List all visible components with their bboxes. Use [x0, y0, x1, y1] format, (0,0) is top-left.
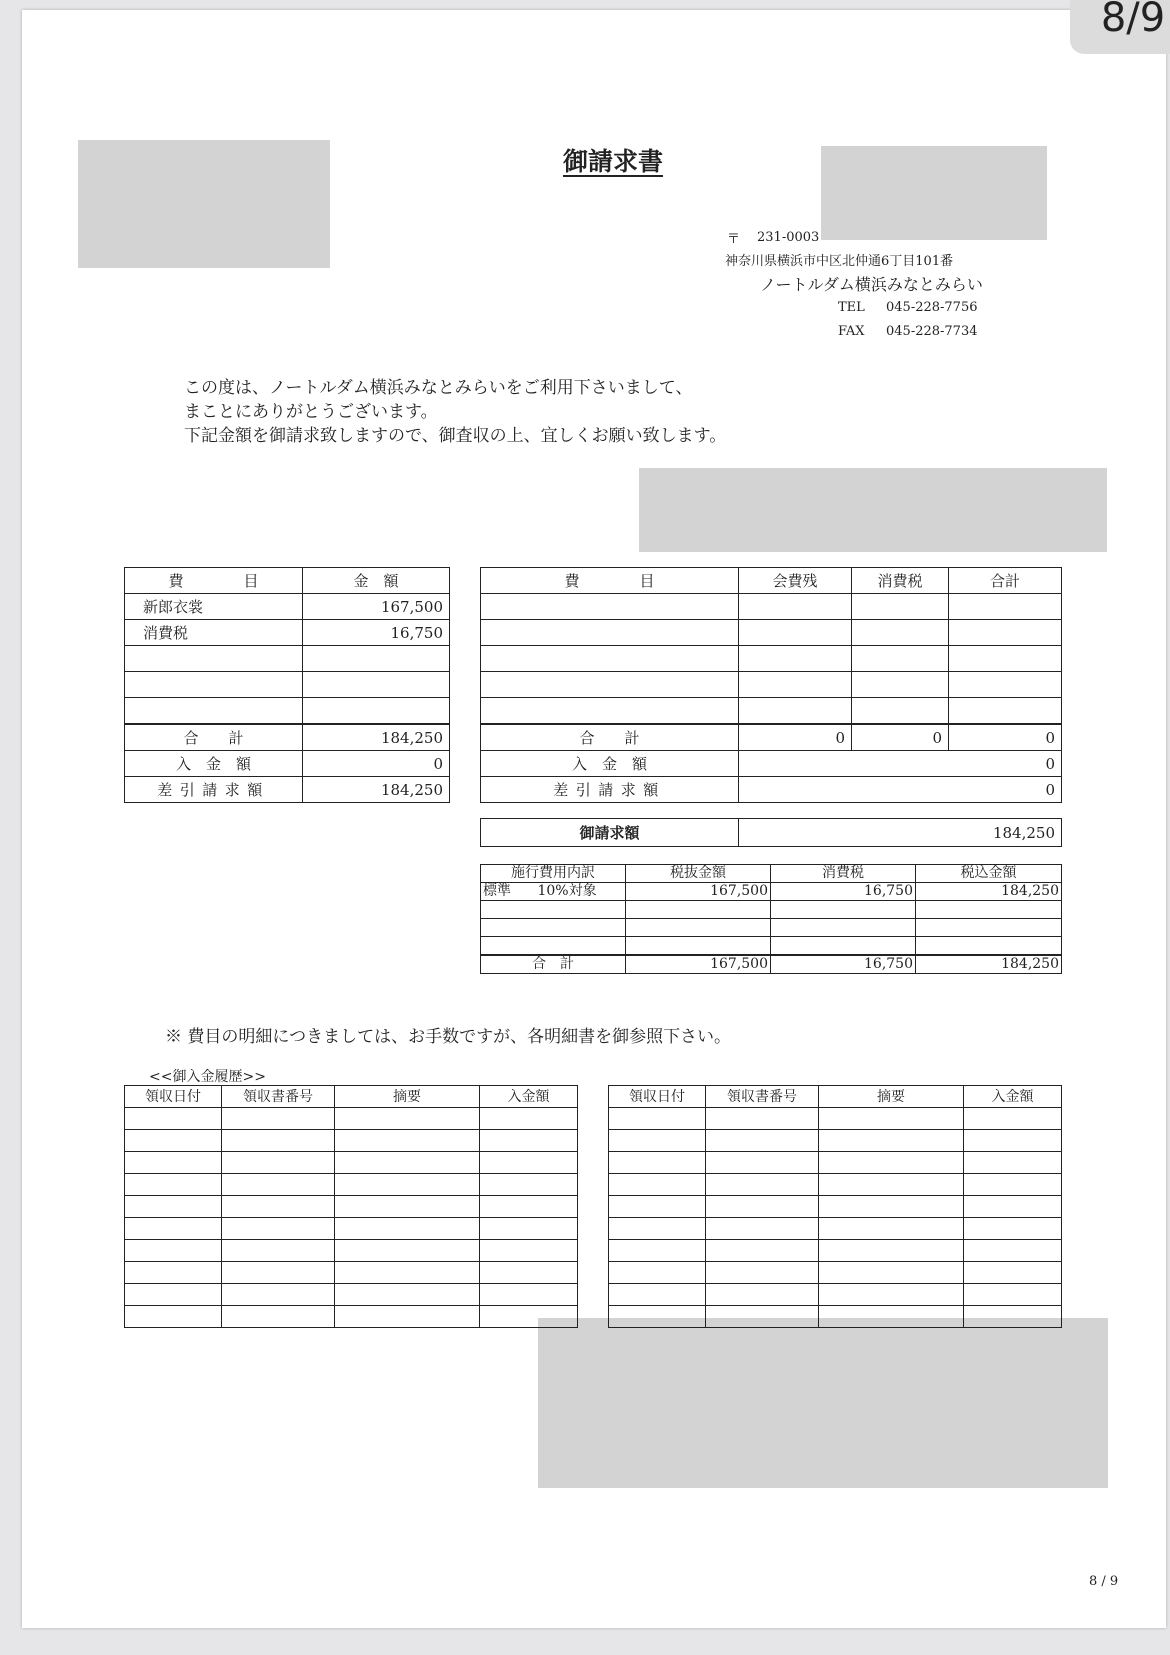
table-row: [481, 698, 1062, 725]
header-sum: 合計: [949, 568, 1062, 594]
payment-amount: 0: [303, 751, 450, 777]
header-payment-amount: 入金額: [964, 1086, 1062, 1108]
redacted-stamp: [821, 146, 1047, 240]
page-badge: 8/9: [1070, 0, 1170, 54]
table-row: [609, 1196, 1062, 1218]
greeting-line: 下記金額を御請求致しますので、御査収の上、宜しくお願い致します。: [184, 426, 727, 446]
redacted-logo: [78, 140, 330, 268]
payment-history-table-left: [124, 1085, 578, 1328]
header-fee-balance: 会費残: [739, 568, 852, 594]
invoice-amount-label: 御請求額: [481, 819, 739, 847]
total-amount: 184,250: [303, 724, 450, 751]
header-tax: 消費税: [771, 865, 916, 883]
table-row: [481, 646, 1062, 672]
header-gross: 税込金額: [916, 865, 1062, 883]
table-row: [125, 698, 450, 725]
invoice-page: [22, 0, 1166, 1628]
table-row: [125, 594, 450, 620]
tax-amount: 16,750: [771, 883, 916, 901]
table-row: [481, 672, 1062, 698]
fax-label: FAX: [838, 324, 865, 339]
table-row: [481, 883, 1062, 901]
header-receipt-date: 領収日付: [609, 1086, 706, 1108]
invoice-amount-box: [480, 818, 1062, 847]
table-row: [125, 1240, 578, 1262]
greeting-line: まことにありがとうございます。: [184, 402, 438, 422]
table-row: [609, 1262, 1062, 1284]
payment-history-table-right: [608, 1085, 1062, 1328]
total-tax: 16,750: [771, 955, 916, 974]
tel-number: 045-228-7756: [886, 300, 978, 315]
balance-amount: 184,250: [303, 777, 450, 803]
redacted-customer-info: [639, 468, 1107, 552]
page-number: 8 / 9: [1089, 1574, 1119, 1589]
table-row: [125, 1108, 578, 1130]
gross-amount: 184,250: [916, 883, 1062, 901]
payment-label: 入 金 額: [125, 751, 303, 777]
greeting-line: この度は、ノートルダム横浜みなとみらいをご利用下さいまして、: [184, 378, 693, 398]
table-row: [125, 1152, 578, 1174]
redacted-bank-info: [538, 1318, 1108, 1488]
header-amount: 金 額: [303, 568, 450, 594]
greeting-text: [184, 376, 726, 448]
table-row: [609, 1284, 1062, 1306]
table-row: [481, 620, 1062, 646]
header-payment-amount: 入金額: [480, 1086, 578, 1108]
total-net: 167,500: [626, 955, 771, 974]
total-gross: 184,250: [916, 955, 1062, 974]
table-row: [609, 1130, 1062, 1152]
table-row: [125, 672, 450, 698]
reference-note: ※ 費目の明細につきましては、お手数ですが、各明細書を御参照下さい。: [165, 1027, 732, 1047]
payment-history-label: <<御入金履歴>>: [149, 1069, 266, 1085]
street-address: 神奈川県横浜市中区北仲通6丁目101番: [725, 254, 954, 269]
cost-breakdown-table: [480, 864, 1062, 974]
table-row: [481, 594, 1062, 620]
item-name: 新郎衣裳: [125, 594, 303, 620]
total-label: 合 計: [481, 955, 626, 974]
fee-table-right: [480, 567, 1062, 803]
company-name: ノートルダム横浜みなとみらい: [760, 275, 983, 294]
document-title: 御請求書: [563, 147, 664, 176]
total-sum: 0: [949, 724, 1062, 751]
table-row: [125, 1262, 578, 1284]
fax-number: 045-228-7734: [886, 324, 978, 339]
table-row: [481, 901, 1062, 919]
table-row: [481, 937, 1062, 956]
tel-label: TEL: [838, 300, 865, 315]
tax-rate: 10%対象: [537, 883, 597, 899]
header-description: 摘要: [335, 1086, 480, 1108]
table-row: [609, 1108, 1062, 1130]
invoice-amount-value: 184,250: [739, 819, 1062, 847]
table-row: [609, 1240, 1062, 1262]
header-description: 摘要: [819, 1086, 964, 1108]
table-row: [125, 1174, 578, 1196]
fee-table-left: [124, 567, 450, 803]
item-amount: 16,750: [303, 620, 450, 646]
header-item: 費 目: [125, 568, 303, 594]
postal-code: 231-0003: [757, 230, 820, 245]
table-row: [125, 1130, 578, 1152]
table-row: [609, 1306, 1062, 1328]
postal-mark: 〒: [727, 232, 741, 247]
table-row: [125, 1218, 578, 1240]
balance-label: 差引請求額: [481, 777, 739, 803]
total-label: 合 計: [481, 724, 739, 751]
header-item: 費 目: [481, 568, 739, 594]
table-row: [125, 1284, 578, 1306]
table-row: [125, 646, 450, 672]
header-breakdown: 施行費用内訳: [481, 865, 626, 883]
table-row: [481, 919, 1062, 937]
table-row: [125, 620, 450, 646]
item-amount: 167,500: [303, 594, 450, 620]
table-row: [125, 1196, 578, 1218]
total-fee: 0: [739, 724, 852, 751]
tax-category: 標準: [483, 883, 511, 899]
header-tax: 消費税: [852, 568, 949, 594]
header-receipt-number: 領収書番号: [706, 1086, 819, 1108]
payment-label: 入 金 額: [481, 751, 739, 777]
table-row: [609, 1218, 1062, 1240]
balance-label: 差引請求額: [125, 777, 303, 803]
item-name: 消費税: [125, 620, 303, 646]
table-row: [125, 1306, 578, 1328]
total-label: 合 計: [125, 724, 303, 751]
header-receipt-number: 領収書番号: [222, 1086, 335, 1108]
balance-amount: 0: [739, 777, 1062, 803]
table-row: [609, 1174, 1062, 1196]
table-row: [609, 1152, 1062, 1174]
total-tax: 0: [852, 724, 949, 751]
header-net: 税抜金額: [626, 865, 771, 883]
payment-amount: 0: [739, 751, 1062, 777]
header-receipt-date: 領収日付: [125, 1086, 222, 1108]
net-amount: 167,500: [626, 883, 771, 901]
